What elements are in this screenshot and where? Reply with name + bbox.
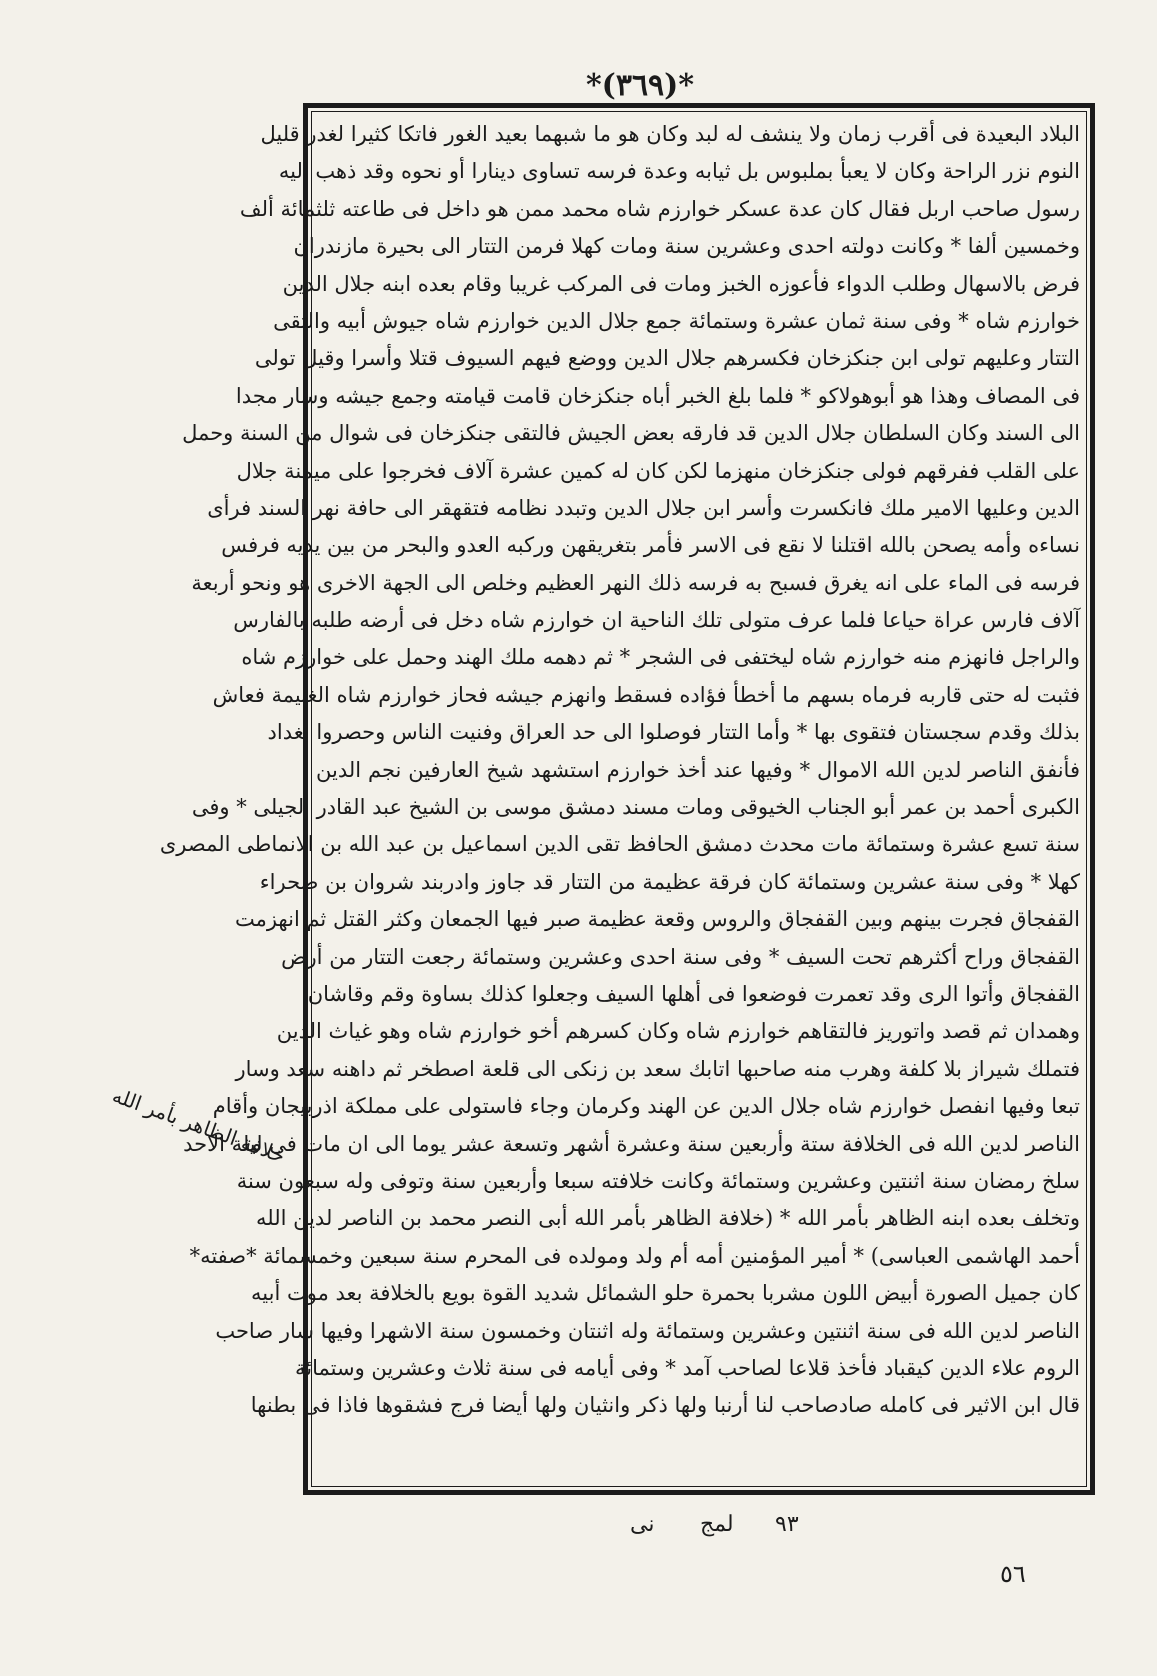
text-line: فرسه فى الماء على انه يغرق فسبح به فرسه ذلك النهر العظيم وخلص الى الجهة الاخرى هو ونحو أربعة [191,570,1080,595]
text-line: وتخلف بعده ابنه الظاهر بأمر الله * (خلافة الظاهر بأمر الله أبى النصر محمد بن الناصر لدين الله [255,1206,1080,1231]
text-line: الروم علاء الدين كيقباد فأخذ قلاعا لصاحب آمد * وفى أيامه فى سنة ثلاث وعشرين وستمائة [295,1355,1080,1380]
text-line: وهمدان ثم قصد واتوريز فالتقاهم خوارزم شاه وكان كسرهم أخو خوارزم شاه وهو غياث الدين [276,1019,1080,1044]
text-line: خوارزم شاه * وفى سنة ثمان عشرة وستمائة جمع جلال الدين خوارزم شاه جيوش أبيه والتقى [273,308,1080,333]
footer-signature-1: نى [630,1512,655,1537]
text-line: بذلك وقدم سجستان فتقوى بها * وأما التتار فوصلوا الى حد العراق وفنيت الناس وحصروا بغداد [267,720,1080,745]
text-line: أحمد الهاشمى العباسى) * أمير المؤمنين أمه أم ولد ومولده فى المحرم سنة سبعين وخمسمائة *صفته* [189,1243,1080,1268]
text-line: فثبت له حتى قاربه فرماه بسهم ما أخطأ فؤاده فسقط وانهزم جيشه فحاز خوارزم شاه الغنيمة فعاش [212,682,1080,707]
text-line: القفجاق فجرت بينهم وبين القفجاق والروس وقعة عظيمة صبر فيها الجمعان وكثر القتل ثم انهزمت [234,907,1080,932]
text-line: كهلا * وفى سنة عشرين وستمائة كان فرقة عظيمة من التتار قد جاوز وادربند شروان بن صحراء [259,869,1080,894]
text-line: نساءه وأمه يصحن بالله اقتلنا لا نقع فى الاسر فأمر بتغريقهن وركبه العدو والبحر من بين يديه فرفس [221,533,1080,558]
text-line: فأنفق الناصر لدين الله الاموال * وفيها عند أخذ خوارزم استشهد شيخ العارفين نجم الدين [316,757,1080,782]
text-line: آلاف فارس عراة حياعا فلما عرف متولى تلك الناحية ان خوارزم شاه دخل فى أرضه طلبه بالفارس [233,608,1080,633]
text-line: الكبرى أحمد بن عمر أبو الجناب الخيوقى ومات مسند دمشق موسى بن الشيخ عبد القادر الجيلى * وفى [191,795,1080,820]
text-line: وخمسين ألفا * وكانت دولته احدى وعشرين سنة ومات كهلا فرمن التتار الى بحيرة مازندران [293,234,1080,259]
text-line: الدين وعليها الامير ملك فانكسرت وأسر ابن جلال الدين وتبدد نظامه فتقهقر الى حافة نهر السند فرأى [207,495,1080,520]
text-line: النوم نزر الراحة وكان لا يعبأ بملبوس بل ثيابه وعدة فرسه تساوى دينارا أو نحوه وقد ذهب اليه [278,159,1080,184]
text-line: فتملك شيراز بلا كلفة وهرب منه صاحبها اتابك سعد بن زنكى الى قلعة اصطخر ثم داهنه سعد وسار [235,1056,1080,1081]
corner-number: ٥٦ [1000,1560,1026,1588]
text-line: الناصر لدين الله فى الخلافة ستة وأربعين سنة وعشرة أشهر وتسعة عشر يوما الى ان مات فى ليلة الاحد [183,1131,1080,1156]
text-line: كان جميل الصورة أبيض اللون مشربا بحمرة حلو الشمائل شديد القوة بويع بالخلافة بعد موت أبيه [251,1281,1080,1306]
text-line: الناصر لدين الله فى سنة اثنتين وعشرين وستمائة وله اثنتان وخمسون سنة الاشهرا وفيها سار صاحب [215,1318,1080,1343]
text-line: سلخ رمضان سنة اثنتين وعشرين وستمائة وكانت خلافته سبعا وأربعين سنة وتوفى وله سبعون سنة [236,1168,1080,1193]
footer-signature-3: ٩٣ [775,1512,799,1537]
page-number-top: *(٣٦٩)* [585,68,695,103]
text-line: فى المصاف وهذا هو أبوهولاكو * فلما بلغ الخبر أباه جنكزخان قامت قيامته وجمع جيشه وسار مجدا [235,383,1080,408]
text-line: والراجل فانهزم منه خوارزم شاه ليختفى فى الشجر * ثم دهمه ملك الهند وحمل على خوارزم شاه [241,645,1080,670]
text-line: القفجاق وراح أكثرهم تحت السيف * وفى سنة احدى وعشرين وستمائة رجعت التتار من أرض [281,944,1080,969]
text-line: قال ابن الاثير فى كامله صادصاحب لنا أرنبا ولها ذكر وانثيان ولها أيضا فرج فشقوها فاذا فى بطنها [250,1393,1080,1418]
text-line: على القلب ففرقهم فولى جنكزخان منهزما لكن كان له كمين عشرة آلاف فخرجوا على ميمنة جلال [236,458,1080,483]
text-line: رسول صاحب اربل فقال كان عدة عسكر خوارزم شاه محمد ممن هو داخل فى طاعته ثلثمائة ألف [239,196,1080,221]
text-line: البلاد البعيدة فى أقرب زمان ولا ينشف له لبد وكان هو ما شبهما بعيد الغور فاتكا كثيرا لغدر قليل [260,122,1080,146]
text-line: القفجاق وأتوا الرى وقد تعمرت فوضعوا فى أهلها السيف وجعلوا كذلك بساوة وقم وقاشان [307,981,1080,1006]
text-line: سنة تسع عشرة وستمائة مات محدث دمشق الحافظ تقى الدين اسماعيل بن عبد الله بن الانماطى المصرى [159,832,1080,857]
text-body [159,116,1082,1482]
text-line: الى السند وكان السلطان جلال الدين قد فارقه بعض الجيش فالتقى جنكزخان فى شوال من السنة وحمل [182,421,1080,446]
text-line: تبعا وفيها انفصل خوارزم شاه جلال الدين عن الهند وكرمان وجاء فاستولى على مملكة اذربيجان وأقام [212,1094,1080,1119]
text-line: فرض بالاسهال وطلب الدواء فأعوزه الخبز ومات فى المركب غريبا وقام بعده ابنه جلال الدين [282,271,1080,296]
footer-signature-2: لمج [700,1512,734,1537]
text-line: التتار وعليهم تولى ابن جنكزخان فكسرهم جلال الدين ووضع فيهم السيوف قتلا وأسرا وقيل تولى [254,346,1080,371]
margin-note: خلافة الظاهر بأمر الله [109,1083,289,1168]
